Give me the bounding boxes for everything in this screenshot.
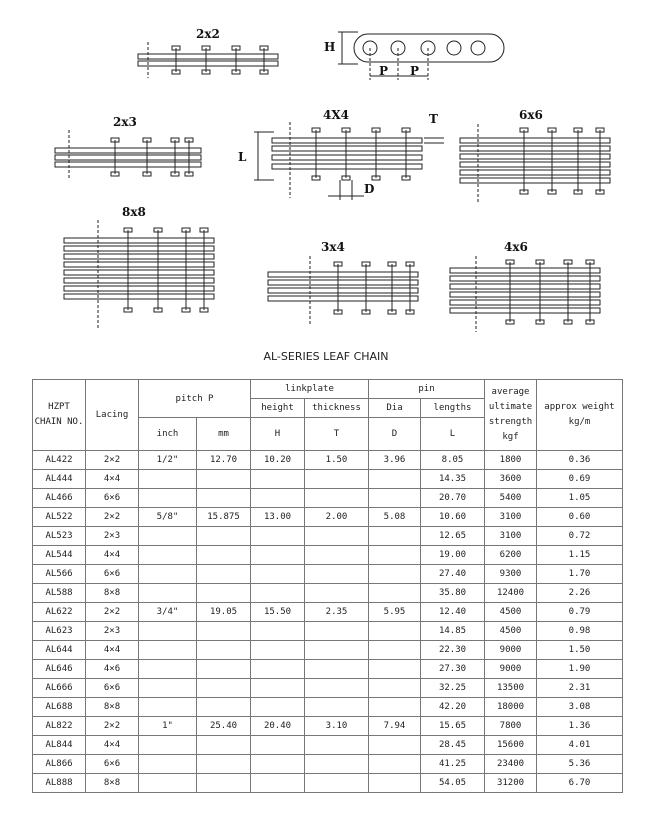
cell-thickness [305,470,369,489]
cell-weight: 1.70 [537,565,623,584]
cell-strength: 3100 [485,527,537,546]
cell-dia: 7.94 [369,717,421,736]
header-lacing: Lacing [86,380,139,451]
cell-thickness [305,774,369,793]
cell-chain: AL544 [33,546,86,565]
cell-height [251,641,305,660]
cell-mm: 25.40 [197,717,251,736]
cell-lacing: 6×6 [86,489,139,508]
cell-dia [369,755,421,774]
cell-dia [369,698,421,717]
header-d: D [369,418,421,451]
cell-strength: 23400 [485,755,537,774]
table-row [33,736,623,755]
table-row [33,679,623,698]
cell-length: 14.85 [421,622,485,641]
cell-strength: 4500 [485,622,537,641]
cell-weight: 1.15 [537,546,623,565]
cell-thickness [305,660,369,679]
cell-thickness [305,527,369,546]
dim-label-p1: P [379,64,389,78]
table-row [33,698,623,717]
cell-chain: AL444 [33,470,86,489]
table-row [33,603,623,622]
header-l: L [421,418,485,451]
header-pin: pin [369,380,485,399]
cell-dia [369,584,421,603]
dim-label-p2: P [410,64,420,78]
cell-strength: 18000 [485,698,537,717]
cell-height [251,679,305,698]
cell-weight: 1.36 [537,717,623,736]
cell-height [251,774,305,793]
cell-inch [139,489,197,508]
dim-label-t: T [429,112,438,126]
cell-thickness [305,489,369,508]
cell-dia [369,527,421,546]
cell-lacing: 8×8 [86,584,139,603]
cell-mm [197,527,251,546]
cell-mm: 12.70 [197,451,251,470]
cell-weight: 2.31 [537,679,623,698]
diagram-label-4x4: 4X4 [323,108,350,122]
cell-height [251,755,305,774]
cell-length: 27.30 [421,660,485,679]
cell-thickness [305,736,369,755]
cell-length: 32.25 [421,679,485,698]
cell-height [251,584,305,603]
cell-length: 19.00 [421,546,485,565]
cell-inch [139,470,197,489]
cell-length: 8.05 [421,451,485,470]
cell-chain: AL466 [33,489,86,508]
cell-inch [139,546,197,565]
cell-thickness [305,755,369,774]
cell-height [251,622,305,641]
cell-mm [197,470,251,489]
cell-chain: AL522 [33,508,86,527]
table-row [33,774,623,793]
cell-height: 20.40 [251,717,305,736]
cell-inch [139,527,197,546]
diagram-label-2x3: 2x3 [113,115,137,129]
diagram-label-3x4: 3x4 [321,240,345,254]
cell-thickness [305,698,369,717]
cell-strength: 3100 [485,508,537,527]
cell-dia [369,774,421,793]
cell-inch [139,565,197,584]
cell-inch: 5/8" [139,508,197,527]
header-mm: mm [197,418,251,451]
spec-table [32,379,623,793]
cell-weight: 0.98 [537,622,623,641]
cell-length: 12.40 [421,603,485,622]
cell-mm [197,565,251,584]
cell-weight: 0.69 [537,470,623,489]
cell-strength: 9300 [485,565,537,584]
cell-chain: AL646 [33,660,86,679]
cell-weight: 3.08 [537,698,623,717]
cell-thickness [305,622,369,641]
cell-thickness: 2.35 [305,603,369,622]
cell-length: 42.20 [421,698,485,717]
cell-weight: 0.72 [537,527,623,546]
cell-mm [197,755,251,774]
cell-thickness: 1.50 [305,451,369,470]
table-row [33,584,623,603]
cell-mm [197,774,251,793]
cell-strength: 9000 [485,641,537,660]
cell-chain: AL688 [33,698,86,717]
header-dia: Dia [369,399,421,418]
cell-lacing: 6×6 [86,679,139,698]
cell-inch: 1/2" [139,451,197,470]
cell-mm [197,679,251,698]
table-row [33,622,623,641]
cell-height: 13.00 [251,508,305,527]
cell-strength: 3600 [485,470,537,489]
cell-length: 14.35 [421,470,485,489]
dim-label-d: D [364,182,375,196]
cell-lacing: 4×4 [86,736,139,755]
cell-lacing: 2×2 [86,508,139,527]
cell-length: 27.40 [421,565,485,584]
cell-dia: 5.08 [369,508,421,527]
cell-inch [139,698,197,717]
cell-mm [197,641,251,660]
table-row [33,660,623,679]
table-row [33,489,623,508]
cell-height [251,660,305,679]
cell-weight: 4.01 [537,736,623,755]
cell-chain: AL822 [33,717,86,736]
table-row [33,470,623,489]
cell-lacing: 4×6 [86,660,139,679]
cell-mm: 19.05 [197,603,251,622]
cell-thickness [305,546,369,565]
cell-chain: AL523 [33,527,86,546]
cell-dia [369,470,421,489]
header-h: H [251,418,305,451]
cell-mm [197,736,251,755]
cell-mm [197,622,251,641]
cell-height [251,698,305,717]
cell-inch: 3/4" [139,603,197,622]
cell-weight: 6.70 [537,774,623,793]
header-t: T [305,418,369,451]
chain-diagram-2x2 [136,42,296,78]
cell-strength: 1800 [485,451,537,470]
cell-strength: 7800 [485,717,537,736]
cell-lacing: 2×2 [86,451,139,470]
cell-height [251,527,305,546]
chain-diagram-8x8 [62,220,222,330]
diagram-label-6x6: 6x6 [519,108,543,122]
cell-mm [197,546,251,565]
cell-mm [197,660,251,679]
cell-chain: AL622 [33,603,86,622]
chain-diagram-4x4 [248,122,448,202]
chain-diagram-3x4 [266,256,426,326]
cell-lacing: 6×6 [86,565,139,584]
header-chain-no: HZPT CHAIN NO. [33,380,86,451]
cell-chain: AL644 [33,641,86,660]
cell-length: 22.30 [421,641,485,660]
table-row [33,641,623,660]
cell-inch [139,641,197,660]
cell-inch [139,584,197,603]
cell-inch [139,622,197,641]
cell-dia: 5.95 [369,603,421,622]
cell-length: 41.25 [421,755,485,774]
cell-lacing: 4×4 [86,546,139,565]
cell-lacing: 2×3 [86,527,139,546]
cell-dia [369,546,421,565]
cell-thickness [305,584,369,603]
cell-weight: 5.36 [537,755,623,774]
cell-thickness [305,641,369,660]
cell-mm [197,698,251,717]
cell-strength: 31200 [485,774,537,793]
cell-chain: AL844 [33,736,86,755]
chain-diagram-4x6 [448,256,608,336]
cell-length: 10.60 [421,508,485,527]
cell-weight: 0.36 [537,451,623,470]
cell-chain: AL866 [33,755,86,774]
cell-lacing: 8×8 [86,774,139,793]
cell-lacing: 8×8 [86,698,139,717]
cell-lacing: 4×4 [86,470,139,489]
cell-weight: 0.79 [537,603,623,622]
cell-length: 35.80 [421,584,485,603]
cell-thickness: 2.00 [305,508,369,527]
cell-length: 20.70 [421,489,485,508]
header-inch: inch [139,418,197,451]
dim-label-l: L [238,150,247,164]
cell-strength: 13500 [485,679,537,698]
cell-thickness [305,679,369,698]
dim-label-h: H [324,40,336,54]
table-row [33,717,623,736]
cell-weight: 1.05 [537,489,623,508]
diagram-label-2x2: 2x2 [196,27,220,41]
diagram-label-4x6: 4x6 [504,240,528,254]
cell-inch [139,755,197,774]
cell-strength: 15600 [485,736,537,755]
cell-weight: 1.50 [537,641,623,660]
cell-mm [197,584,251,603]
cell-chain: AL888 [33,774,86,793]
cell-inch [139,660,197,679]
cell-dia [369,660,421,679]
cell-height: 15.50 [251,603,305,622]
chain-side-view [334,28,504,84]
cell-dia [369,565,421,584]
cell-dia [369,489,421,508]
cell-length: 28.45 [421,736,485,755]
cell-mm [197,489,251,508]
cell-dia [369,622,421,641]
header-weight: approx weight kg/m [537,380,623,451]
header-pitch: pitch P [139,380,251,418]
cell-strength: 6200 [485,546,537,565]
cell-thickness: 3.10 [305,717,369,736]
table-row [33,451,623,470]
header-lengths: lengths [421,399,485,418]
cell-height [251,470,305,489]
cell-dia [369,641,421,660]
chain-diagram-6x6 [458,124,618,204]
cell-lacing: 2×2 [86,603,139,622]
diagram-label-8x8: 8x8 [122,205,146,219]
cell-strength: 9000 [485,660,537,679]
cell-height [251,565,305,584]
cell-inch [139,736,197,755]
cell-strength: 4500 [485,603,537,622]
cell-thickness [305,565,369,584]
cell-chain: AL623 [33,622,86,641]
header-linkplate: linkplate [251,380,369,399]
cell-strength: 5400 [485,489,537,508]
cell-weight: 1.90 [537,660,623,679]
table-row [33,527,623,546]
chain-diagram-2x3 [55,130,215,180]
cell-dia [369,679,421,698]
header-strength: average ultimate strength kgf [485,380,537,451]
cell-chain: AL666 [33,679,86,698]
cell-lacing: 2×2 [86,717,139,736]
cell-height [251,736,305,755]
cell-lacing: 6×6 [86,755,139,774]
cell-length: 15.65 [421,717,485,736]
cell-lacing: 2×3 [86,622,139,641]
cell-length: 54.05 [421,774,485,793]
cell-inch [139,679,197,698]
cell-length: 12.65 [421,527,485,546]
table-row [33,755,623,774]
cell-weight: 2.26 [537,584,623,603]
cell-chain: AL588 [33,584,86,603]
cell-inch [139,774,197,793]
cell-weight: 0.60 [537,508,623,527]
cell-dia [369,736,421,755]
page-title: AL-SERIES LEAF CHAIN [263,350,389,363]
cell-height: 10.20 [251,451,305,470]
cell-height [251,546,305,565]
cell-inch: 1" [139,717,197,736]
cell-chain: AL566 [33,565,86,584]
header-thickness: thickness [305,399,369,418]
cell-chain: AL422 [33,451,86,470]
table-row [33,565,623,584]
cell-height [251,489,305,508]
cell-strength: 12400 [485,584,537,603]
cell-lacing: 4×4 [86,641,139,660]
cell-dia: 3.96 [369,451,421,470]
table-row [33,546,623,565]
cell-mm: 15.875 [197,508,251,527]
table-row [33,508,623,527]
header-height: height [251,399,305,418]
